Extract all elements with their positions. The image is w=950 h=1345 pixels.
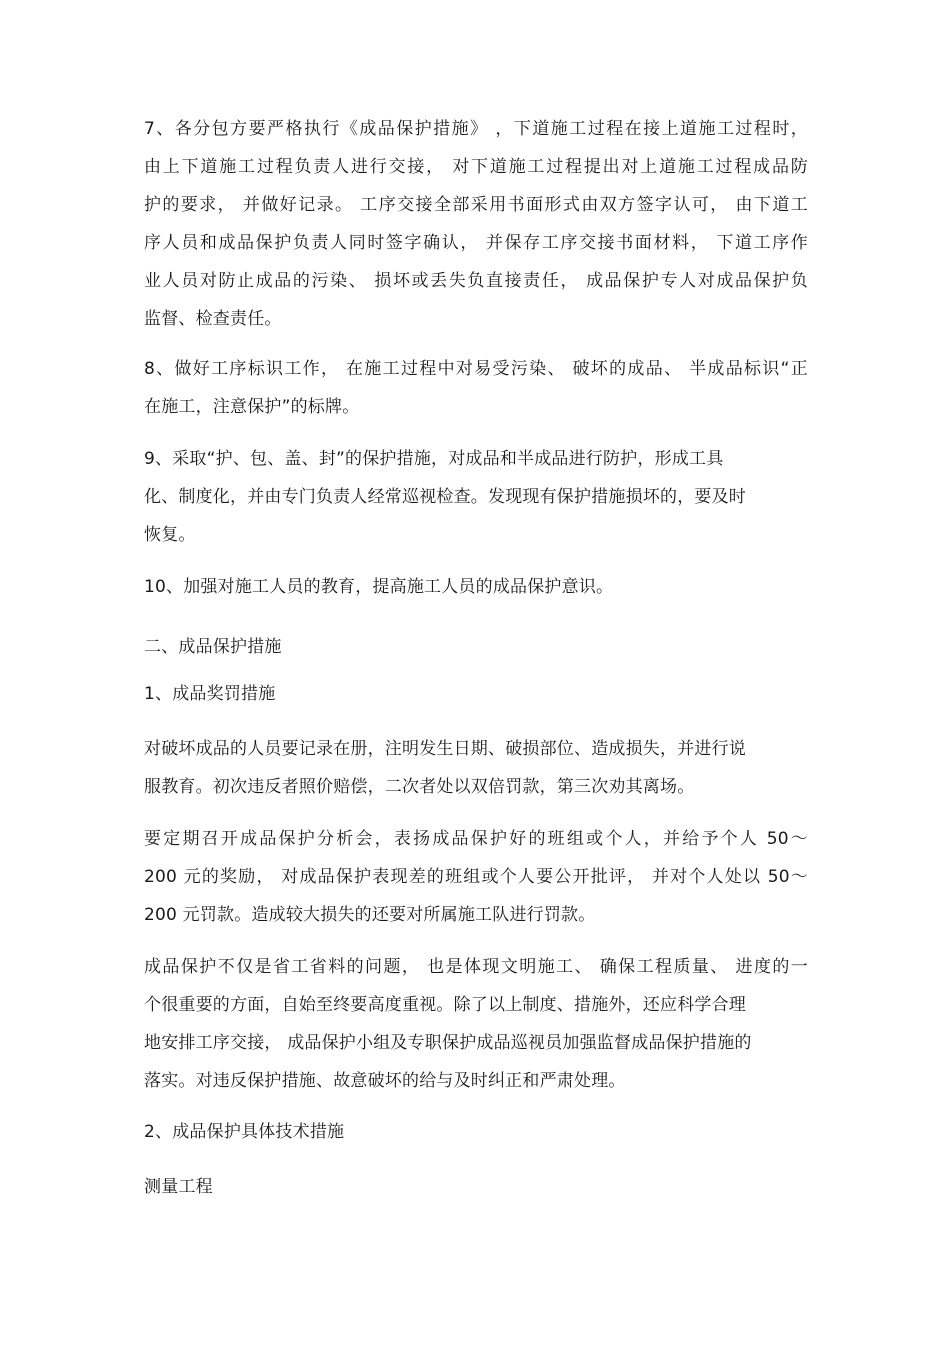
text-line: 序人员和成品保护负责人同时签字确认， 并保存工序交接书面材料， 下道工序作: [144, 233, 808, 253]
subsection-heading-technical-measures: [144, 1113, 808, 1151]
text-line: 要定期召开成品保护分析会，表扬成品保护好的班组或个人，并给予个人 50～: [144, 829, 808, 849]
paragraph-item-10: [144, 568, 808, 606]
text-line: 护的要求， 并做好记录。 工序交接全部采用书面形式由双方签字认可， 由下道工: [144, 195, 808, 215]
text-line: 对破坏成品的人员要记录在册，注明发生日期、破损部位、造成损失，并进行说: [144, 739, 746, 759]
paragraph-item-7: [144, 110, 808, 338]
subsection-heading-text: 测量工程: [144, 1177, 213, 1197]
paragraph-damage-record: [144, 730, 808, 806]
text-line: 服教育。初次违反者照价赔偿，二次者处以双倍罚款，第三次劝其离场。: [144, 777, 695, 797]
paragraph-analysis-meeting: [144, 820, 808, 934]
text-line: 由上下道施工过程负责人进行交接， 对下道施工过程提出对上道施工过程成品防: [144, 157, 808, 177]
text-line: 恢复。: [144, 525, 196, 545]
subsection-heading-text: 1、成品奖罚措施: [144, 684, 276, 704]
subsection-heading-text: 2、成品保护具体技术措施: [144, 1122, 345, 1142]
text-line: 10、加强对施工人员的教育，提高施工人员的成品保护意识。: [144, 577, 614, 597]
subsection-heading-reward-penalty: [144, 675, 808, 713]
paragraph-importance: [144, 948, 808, 1100]
text-line: 7、各分包方要严格执行《成品保护措施》 ，下道施工过程在接上道施工过程时，: [144, 119, 808, 139]
section-heading: [144, 628, 808, 666]
text-line: 成品保护不仅是省工省料的问题， 也是体现文明施工、 确保工程质量、 进度的一: [144, 957, 808, 977]
text-line: 监督、检查责任。: [144, 309, 282, 329]
text-line: 地安排工序交接， 成品保护小组及专职保护成品巡视员加强监督成品保护措施的: [144, 1033, 752, 1053]
text-line: 在施工，注意保护”的标牌。: [144, 397, 360, 417]
text-line: 化、制度化，并由专门负责人经常巡视检查。发现现有保护措施损坏的，要及时: [144, 487, 746, 507]
text-line: 9、采取“护、包、盖、封”的保护措施，对成品和半成品进行防护，形成工具: [144, 449, 724, 469]
subsection-heading-survey: [144, 1168, 808, 1206]
section-heading-text: 二、成品保护措施: [144, 637, 282, 657]
text-line: 落实。对违反保护措施、故意破坏的给与及时纠正和严肃处理。: [144, 1071, 626, 1091]
text-line: 个很重要的方面，自始至终要高度重视。除了以上制度、措施外，还应科学合理: [144, 995, 746, 1015]
text-line: 业人员对防止成品的污染、 损坏或丢失负直接责任， 成品保护专人对成品保护负: [144, 271, 808, 291]
text-line: 8、做好工序标识工作， 在施工过程中对易受污染、 破坏的成品、 半成品标识“正: [144, 359, 808, 379]
text-line: 200 元的奖励， 对成品保护表现差的班组或个人要公开批评， 并对个人处以 50～: [144, 867, 808, 887]
paragraph-item-8: [144, 350, 808, 426]
paragraph-item-9: [144, 440, 808, 554]
text-line: 200 元罚款。造成较大损失的还要对所属施工队进行罚款。: [144, 905, 596, 925]
